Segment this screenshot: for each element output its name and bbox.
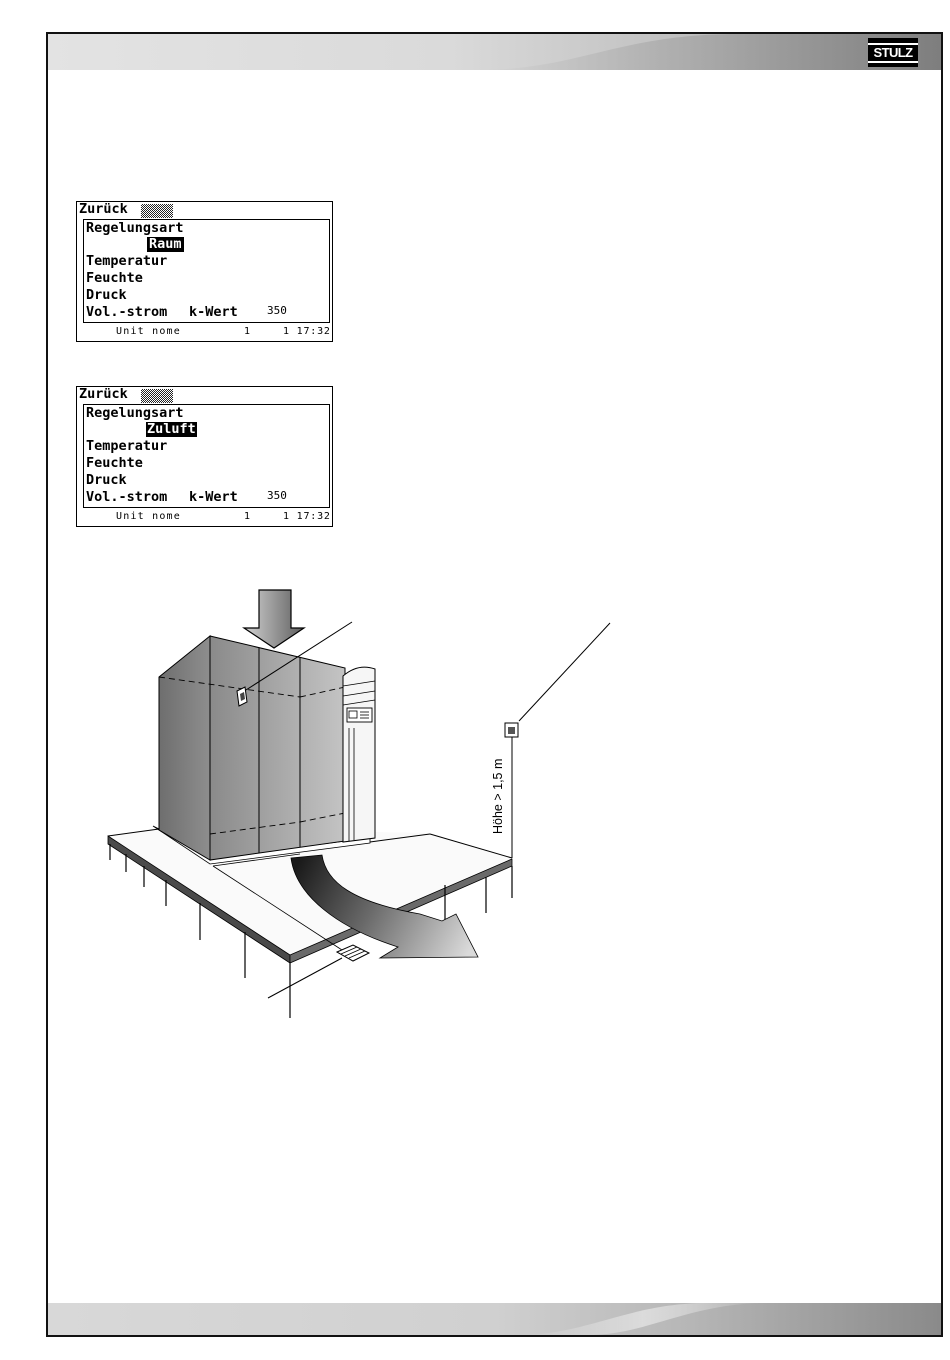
- height-label: Höhe > 1,5 m: [491, 758, 505, 834]
- controller-display-raum: [76, 201, 333, 342]
- hatched-menu-field: [141, 389, 173, 403]
- return-air-sensor: [237, 687, 247, 706]
- selected-value-highlight: Raum: [149, 236, 182, 252]
- stulz-logo: [868, 38, 918, 67]
- room-sensor-leader-line: [519, 623, 610, 721]
- kwert-value: 350: [267, 304, 287, 317]
- floor-sensor-leader-line: [268, 958, 342, 998]
- controller-display-zuluft: [76, 386, 333, 527]
- menu-item-kwert: k-Wert: [189, 304, 238, 320]
- display-back-title: Zurück: [79, 386, 128, 402]
- menu-item-feuchte: Feuchte: [86, 270, 143, 286]
- menu-item-druck: Druck: [86, 472, 127, 488]
- display-menu-box: [83, 219, 330, 323]
- menu-item-volstrom: Vol.-strom: [86, 489, 168, 505]
- footer-unit-name: Unit nome: [116, 326, 181, 337]
- logo-text: STULZ: [873, 45, 913, 60]
- footer-day-time: 1 17:32: [283, 326, 331, 337]
- hatched-menu-field: [141, 204, 173, 218]
- cabinet-side-face: [159, 636, 210, 860]
- air-conditioning-cabinet: [153, 636, 370, 864]
- air-intake-arrow: [244, 590, 304, 648]
- menu-item-temperatur: Temperatur: [86, 253, 168, 269]
- menu-item-regelungsart: Regelungsart: [86, 220, 184, 236]
- footer-unit-number: 1: [244, 326, 251, 337]
- menu-item-druck: Druck: [86, 287, 127, 303]
- menu-item-regelungsart: Regelungsart: [86, 405, 184, 421]
- display-menu-box: [83, 404, 330, 508]
- menu-item-kwert: k-Wert: [189, 489, 238, 505]
- control-panel-tower: [343, 667, 375, 842]
- footer-day-time: 1 17:32: [283, 511, 331, 522]
- kwert-value: 350: [267, 489, 287, 502]
- footer-unit-number: 1: [244, 511, 251, 522]
- menu-item-volstrom: Vol.-strom: [86, 304, 168, 320]
- footer-unit-name: Unit nome: [116, 511, 181, 522]
- room-sensor: [505, 723, 518, 737]
- menu-item-temperatur: Temperatur: [86, 438, 168, 454]
- selected-value-highlight: Zuluft: [147, 421, 196, 437]
- footer-band: [48, 1303, 941, 1335]
- display-back-title: Zurück: [79, 201, 128, 217]
- header-band: [48, 34, 941, 70]
- menu-item-feuchte: Feuchte: [86, 455, 143, 471]
- air-conditioning-room-illustration: [96, 580, 626, 1030]
